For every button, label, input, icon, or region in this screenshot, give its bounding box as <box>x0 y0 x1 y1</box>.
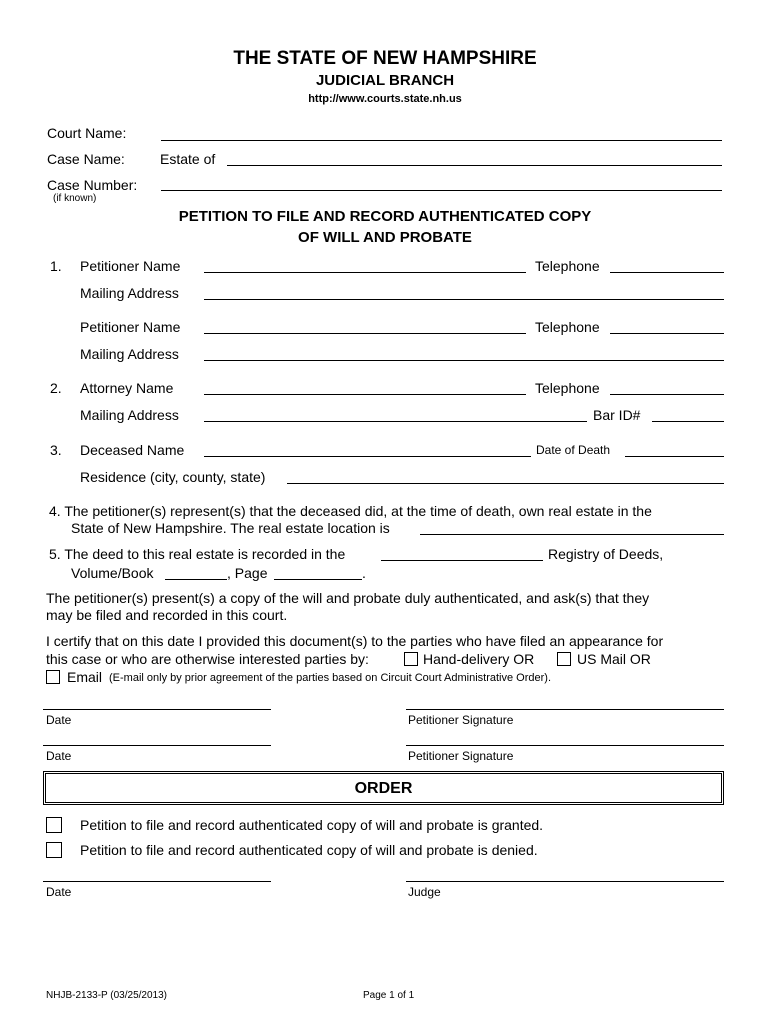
form-title-line2: OF WILL AND PROBATE <box>298 229 472 246</box>
date-of-death-field[interactable] <box>625 456 724 457</box>
section5-line1: 5. The deed to this real estate is recorded in the <box>49 546 346 562</box>
petitioner2-telephone-label: Telephone <box>535 319 600 335</box>
petitioner1-address-field[interactable] <box>204 299 724 300</box>
registry-of-deeds-label: Registry of Deeds, <box>548 546 664 562</box>
attorney-address-label: Mailing Address <box>80 407 179 423</box>
page-period: . <box>362 565 366 581</box>
petitioner2-name-label: Petitioner Name <box>80 319 181 335</box>
petitioner2-name-field[interactable] <box>204 333 526 334</box>
email-label: Email <box>67 669 103 685</box>
petitioner-signature-label-2: Petitioner Signature <box>408 749 514 763</box>
present-line1: The petitioner(s) present(s) a copy of the will and probate duly authenticated, and ask(s) that they <box>46 590 650 606</box>
us-mail-label: US Mail OR <box>577 651 651 667</box>
state-heading: THE STATE OF NEW HAMPSHIRE <box>233 48 537 69</box>
petitioner1-address-label: Mailing Address <box>80 285 179 301</box>
case-number-field[interactable] <box>161 190 722 191</box>
order-heading: ORDER <box>354 780 413 797</box>
petitioner1-name-label: Petitioner Name <box>80 258 181 274</box>
case-name-field[interactable] <box>227 165 722 166</box>
attorney-telephone-field[interactable] <box>610 394 724 395</box>
date-label-1: Date <box>46 713 72 727</box>
volume-book-field[interactable] <box>165 579 227 580</box>
date-line-2[interactable] <box>43 745 271 746</box>
attorney-name-field[interactable] <box>204 394 526 395</box>
section2-number: 2. <box>50 380 62 396</box>
attorney-address-field[interactable] <box>204 421 587 422</box>
certify-line1: I certify that on this date I provided this document(s) to the parties who have filed an appearance for <box>46 633 664 649</box>
email-note: (E-mail only by prior agreement of the parties based on Circuit Court Administrative Order). <box>109 672 552 684</box>
date-line-1[interactable] <box>43 709 271 710</box>
granted-label: Petition to file and record authenticated copy of will and probate is granted. <box>80 817 544 833</box>
petitioner2-address-field[interactable] <box>204 360 724 361</box>
court-name-label: Court Name: <box>47 125 127 141</box>
page-field[interactable] <box>274 579 362 580</box>
petitioner2-telephone-field[interactable] <box>610 333 724 334</box>
case-number-label: Case Number: <box>47 177 138 193</box>
present-line2: may be filed and recorded in this court. <box>46 607 288 623</box>
order-date-label: Date <box>46 885 72 899</box>
attorney-name-label: Attorney Name <box>80 380 174 396</box>
estate-of-label: Estate of <box>160 151 216 167</box>
denied-checkbox[interactable] <box>46 842 62 858</box>
bar-id-label: Bar ID# <box>593 407 641 423</box>
bar-id-field[interactable] <box>652 421 724 422</box>
judge-signature-line[interactable] <box>406 881 724 882</box>
court-url: http://www.courts.state.nh.us <box>308 93 462 105</box>
branch-heading: JUDICIAL BRANCH <box>315 72 455 89</box>
granted-checkbox[interactable] <box>46 817 62 833</box>
page-label: , Page <box>227 565 268 581</box>
deceased-name-field[interactable] <box>204 456 531 457</box>
petitioner-signature-label-1: Petitioner Signature <box>408 713 514 727</box>
volume-book-label: Volume/Book <box>71 565 154 581</box>
petitioner2-address-label: Mailing Address <box>80 346 179 362</box>
residence-field[interactable] <box>287 483 724 484</box>
section3-number: 3. <box>50 442 62 458</box>
hand-delivery-label: Hand-delivery OR <box>423 651 535 667</box>
us-mail-checkbox[interactable] <box>557 652 571 666</box>
court-name-field[interactable] <box>161 140 722 141</box>
certify-line2: this case or who are otherwise interested parties by: <box>46 651 369 667</box>
form-title-line1: PETITION TO FILE AND RECORD AUTHENTICATED COPY <box>178 208 592 225</box>
judge-label: Judge <box>408 885 441 899</box>
registry-county-field[interactable] <box>381 560 543 561</box>
petitioner1-name-field[interactable] <box>204 272 526 273</box>
hand-delivery-checkbox[interactable] <box>404 652 418 666</box>
form-number: NHJB-2133-P (03/25/2013) <box>46 990 167 1001</box>
section1-number: 1. <box>50 258 62 274</box>
page-number: Page 1 of 1 <box>363 990 415 1001</box>
section4-line1: 4. The petitioner(s) represent(s) that the deceased did, at the time of death, own real estate in the <box>49 503 652 519</box>
email-checkbox[interactable] <box>46 670 60 684</box>
case-name-label: Case Name: <box>47 151 125 167</box>
residence-label: Residence (city, county, state) <box>80 469 266 485</box>
date-label-2: Date <box>46 749 72 763</box>
section4-line2: State of New Hampshire. The real estate location is <box>71 520 390 536</box>
denied-label: Petition to file and record authenticated copy of will and probate is denied. <box>80 842 538 858</box>
petitioner1-telephone-label: Telephone <box>535 258 600 274</box>
petitioner-signature-line-2[interactable] <box>406 745 724 746</box>
date-of-death-label: Date of Death <box>536 443 611 457</box>
deceased-name-label: Deceased Name <box>80 442 185 458</box>
petitioner-signature-line-1[interactable] <box>406 709 724 710</box>
if-known-note: (if known) <box>53 193 97 204</box>
petitioner1-telephone-field[interactable] <box>610 272 724 273</box>
real-estate-location-field[interactable] <box>420 534 724 535</box>
order-date-line[interactable] <box>43 881 271 882</box>
attorney-telephone-label: Telephone <box>535 380 600 396</box>
